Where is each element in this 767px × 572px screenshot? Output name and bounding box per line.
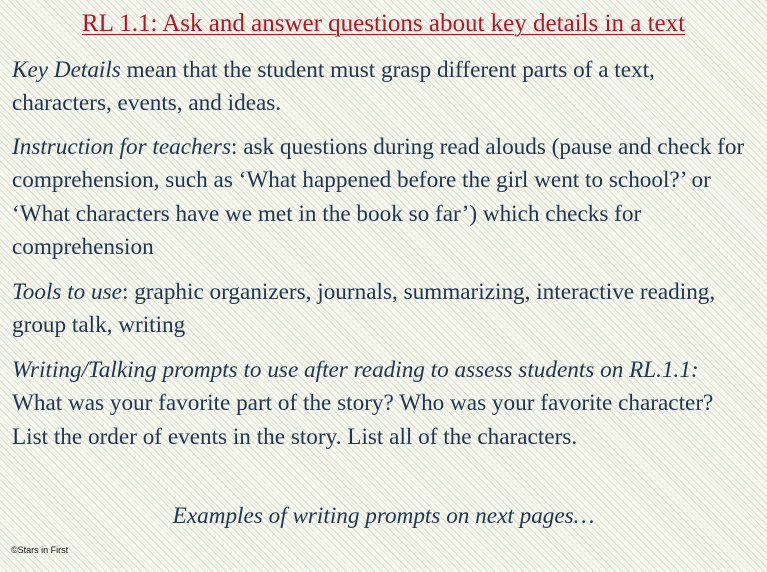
- tools-paragraph: [12, 276, 752, 343]
- instruction-paragraph: [12, 131, 752, 265]
- prompts-label: Writing/Talking prompts to use after reading to assess students on RL.1.1:: [12, 357, 699, 383]
- slide-title: RL 1.1: Ask and answer questions about key details in a text: [81, 10, 686, 37]
- tools-text: : graphic organizers, journals, summarizing, interactive reading, group talk, writing: [12, 279, 716, 339]
- copyright-notice: ©Stars in First: [11, 545, 69, 555]
- tools-label: Tools to use: [12, 279, 122, 305]
- key-details-text: mean that the student must grasp different parts of a text, characters, events, and ideas.: [12, 57, 655, 117]
- instruction-label: Instruction for teachers: [12, 134, 231, 160]
- prompts-text: What was your favorite part of the story? Who was your favorite character? List the order of events in the story. List all of the characters.: [12, 390, 714, 450]
- key-details-label: Key Details: [12, 57, 121, 83]
- instruction-text: : ask questions during read alouds (pause and check for comprehension, such as ‘What happened before the girl went to school?’ or ‘What characters have we met in the book so far’) which checks for comprehension: [12, 134, 745, 261]
- key-details-paragraph: [12, 54, 752, 121]
- prompts-paragraph: [12, 354, 752, 454]
- next-pages-note: Examples of writing prompts on next pages…: [172, 503, 595, 529]
